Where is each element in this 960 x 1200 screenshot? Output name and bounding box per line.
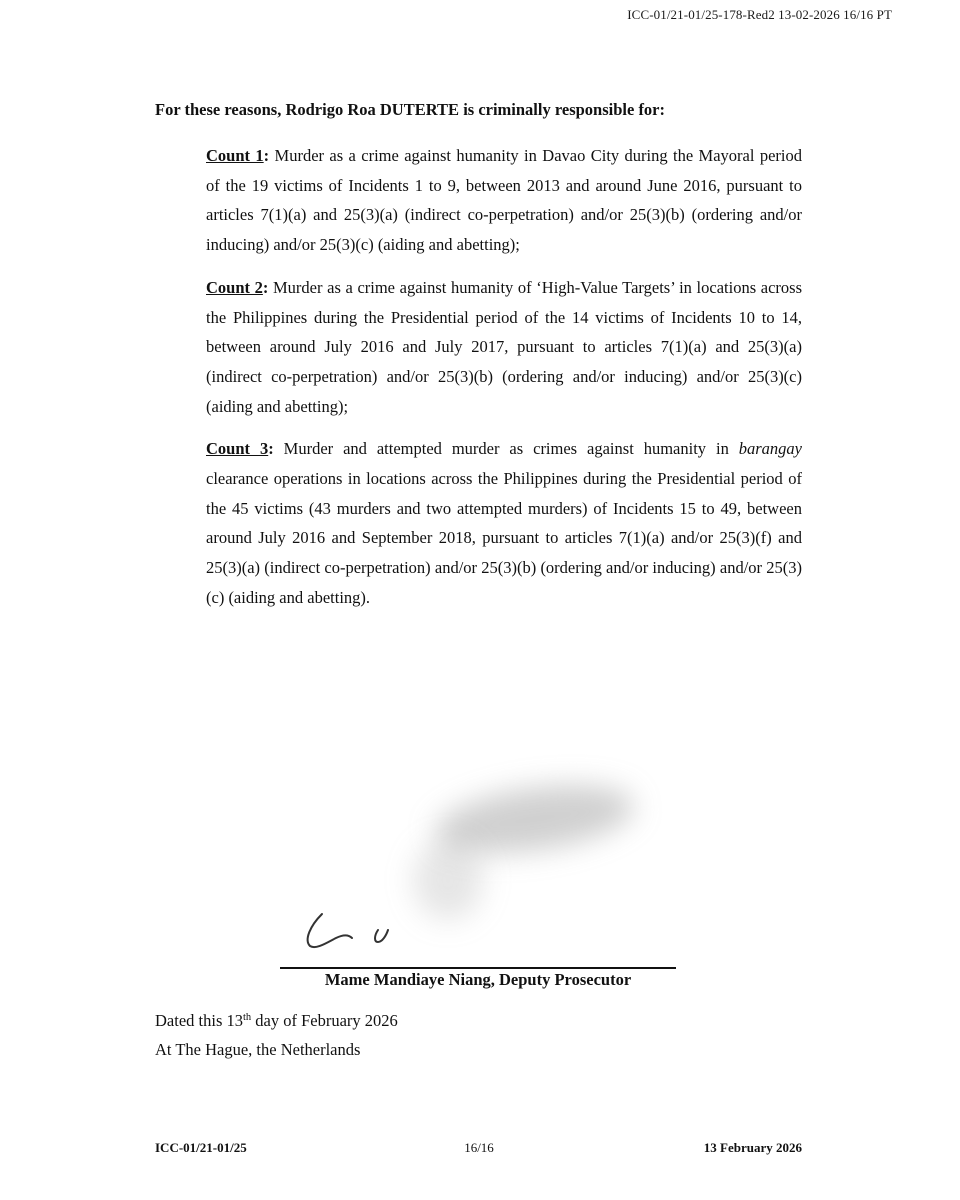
conclusion-intro: For these reasons, Rodrigo Roa DUTERTE is criminally responsible for: xyxy=(155,100,666,119)
count-3-text-before: Murder and attempted murder as crimes against humanity in xyxy=(273,439,739,459)
dated-line: Dated this 13th day of February 2026 xyxy=(155,1011,398,1030)
signature-stroke xyxy=(300,908,410,958)
counts-list xyxy=(206,141,802,626)
count-1-text: Murder as a crime against humanity in Davao City during the Mayoral period of the 19 victims of Incidents 1 to 9, between 2013 and around June 2016, pursuant to articles 7(1)(a) and 25(3)(a) (indirect co-perpetration) and/or 25(3)(b) (ordering and/or inducing) and/or 25(3)(c) (aiding and abetting); xyxy=(206,146,802,255)
footer-case-number: ICC-01/21-01/25 xyxy=(155,1140,247,1155)
count-3-label: Count 3: xyxy=(206,439,274,459)
count-2-paragraph xyxy=(206,273,802,422)
redacted-signature-blur xyxy=(405,780,645,930)
count-1-paragraph xyxy=(206,141,802,260)
count-3-text-italic: barangay xyxy=(738,439,803,459)
count-2-label: Count 2: xyxy=(206,277,269,297)
document-stamp: ICC-01/21-01/25-178-Red2 13-02-2026 16/16 PT xyxy=(627,7,892,22)
count-2-text: Murder as a crime against humanity of ‘High-Value Targets’ in locations across the Philippines during the Presidential period of the 14 victims of Incidents 10 to 14, between around July 2016 and July 2017, pursuant to articles 7(1)(a) and 25(3)(a) (indirect co-perpetration) and/or 25(3)(b) (ordering and/or inducing) and/or 25(3)(c) (aiding and abetting); xyxy=(206,277,802,416)
footer-page-number: 16/16 xyxy=(464,1140,494,1155)
signature-line xyxy=(280,967,676,969)
footer-date: 13 February 2026 xyxy=(703,1140,802,1155)
place-line: At The Hague, the Netherlands xyxy=(155,1040,361,1059)
count-3-paragraph xyxy=(206,434,802,612)
count-3-text-after: clearance operations in locations across the Philippines during the Presidential period of the 45 victims (43 murders and two attempted murders) of Incidents 15 to 49, between around July 2016 and September 2018, pursuant to articles 7(1)(a) and/or 25(3)(f) and 25(3)(a) (indirect co-perpetration) and/or 25(3)(b) (ordering and/or inducing) and/or 25(3)(c) (aiding and abetting). xyxy=(206,469,802,607)
count-1-label: Count 1: xyxy=(206,146,270,165)
signatory-name: Mame Mandiaye Niang, Deputy Prosecutor xyxy=(324,970,632,989)
